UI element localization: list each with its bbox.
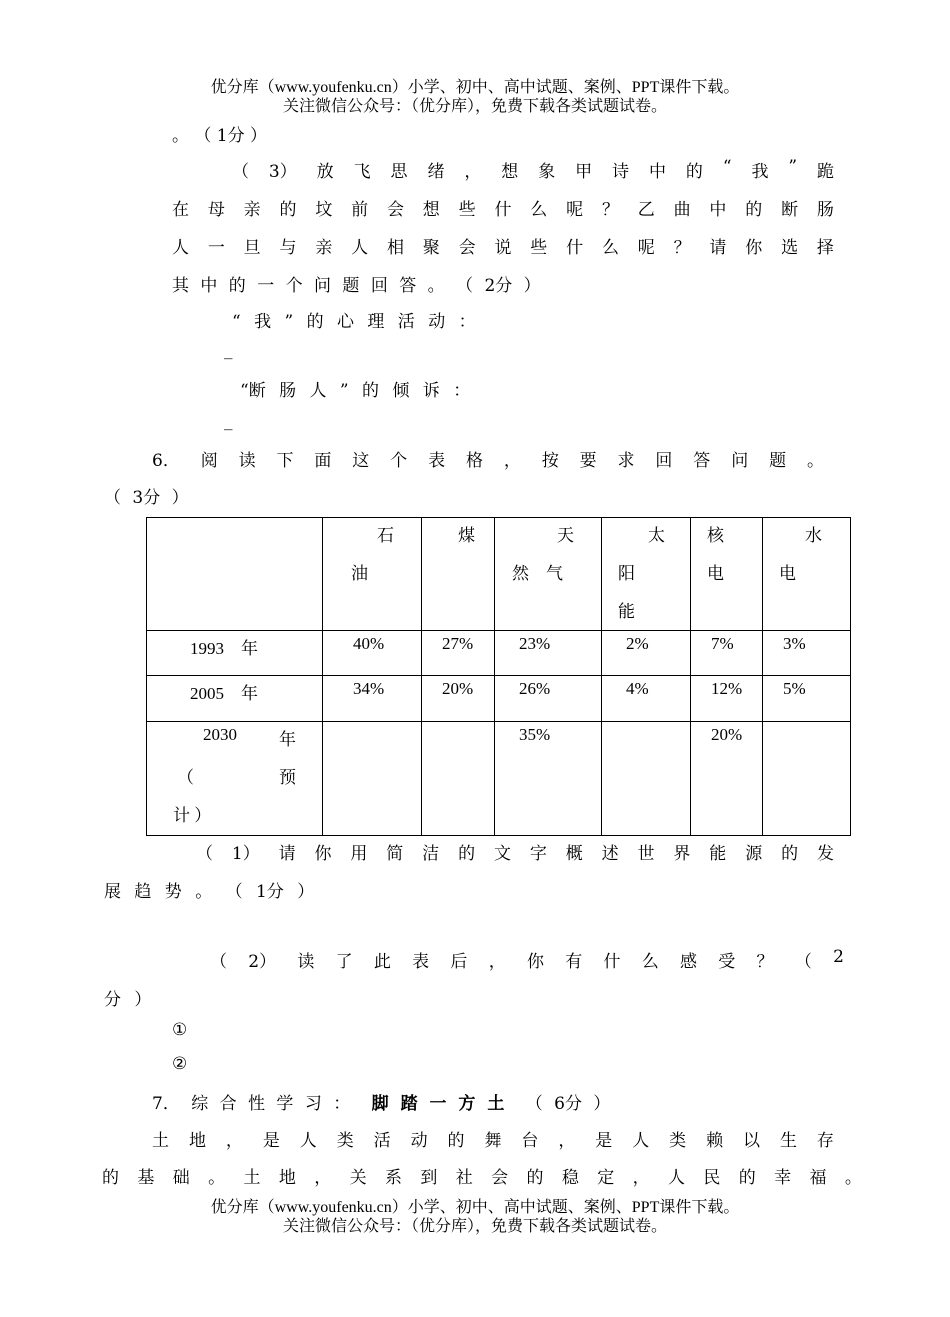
text-char: 的 bbox=[526, 1168, 544, 1188]
text-char: （ bbox=[196, 844, 213, 864]
answer-blank-1[interactable]: _ bbox=[224, 340, 233, 360]
text-char: 择 bbox=[816, 238, 834, 258]
text-char: 稳 bbox=[561, 1168, 579, 1188]
q7-title: 脚 踏 一 方 土 bbox=[371, 1094, 505, 1114]
footer-line-1: 优分库（www.youfenku.cn）小学、初中、高中试题、案例、PPT课件下载。 bbox=[210, 1199, 740, 1216]
text-char: 的 bbox=[279, 200, 297, 220]
text-char: 的 bbox=[738, 1168, 756, 1188]
text-char: 到 bbox=[420, 1168, 438, 1188]
text-char: 读 bbox=[297, 952, 315, 972]
text-char: 界 bbox=[673, 844, 691, 864]
q6-sub1-tail: 展 趋 势 。 （ 1分 ） bbox=[104, 882, 315, 902]
text-char: 亲 bbox=[243, 200, 261, 220]
text-char: 按 bbox=[541, 451, 559, 471]
text-char: 福 bbox=[809, 1168, 827, 1188]
value-cell: 40% bbox=[353, 634, 385, 653]
text-char: 坟 bbox=[315, 200, 333, 220]
value-cell: 12% bbox=[711, 679, 743, 698]
q7-line1 bbox=[152, 1126, 834, 1151]
text-char: 答 bbox=[693, 451, 711, 471]
q6-sub2-line1 bbox=[210, 947, 844, 972]
table-row bbox=[147, 676, 851, 722]
text-char: 人 bbox=[632, 1131, 650, 1151]
text-char: 个 bbox=[390, 451, 408, 471]
q6-score: （ 3分 ） bbox=[104, 488, 189, 508]
text-char: ， bbox=[225, 1131, 243, 1151]
text-char: 想 bbox=[422, 200, 440, 220]
answer-blank-2[interactable]: _ bbox=[224, 411, 233, 431]
text-char: 旦 bbox=[243, 238, 261, 258]
text-char: 甲 bbox=[575, 162, 593, 182]
text-char: 想 bbox=[501, 162, 519, 182]
value-cell: 23% bbox=[519, 634, 551, 653]
header-solar: 太 阳 能 bbox=[602, 518, 691, 631]
value-cell: 27% bbox=[442, 634, 474, 653]
table-corner-cell bbox=[147, 518, 323, 631]
text-char: 概 bbox=[565, 844, 583, 864]
text-char: 存 bbox=[816, 1131, 834, 1151]
text-char: 题 bbox=[769, 451, 787, 471]
answer-mark-1: ① bbox=[172, 1020, 188, 1040]
text-char: ， bbox=[314, 1168, 332, 1188]
text-char: 请 bbox=[278, 844, 296, 864]
text-char: 中 bbox=[648, 162, 666, 182]
text-char: 要 bbox=[579, 451, 597, 471]
footer-line-2: 关注微信公众号：（优分库），免费下载各类试题试卷。 bbox=[282, 1218, 667, 1235]
text-char: ， bbox=[464, 162, 482, 182]
text-char: ， bbox=[503, 451, 521, 471]
text-char: 绪 bbox=[427, 162, 445, 182]
text-char: 思 bbox=[390, 162, 408, 182]
text-char: 2） bbox=[248, 952, 277, 972]
q5-part3-line2 bbox=[172, 195, 834, 220]
text-char: 些 bbox=[530, 238, 548, 258]
text-char: 的 bbox=[685, 162, 703, 182]
text-char: 能 bbox=[709, 844, 727, 864]
text-char: 与 bbox=[279, 238, 297, 258]
value-cell: 4% bbox=[626, 679, 649, 698]
q5-part3-line1 bbox=[232, 157, 834, 182]
text-char: 人 bbox=[299, 1131, 317, 1151]
value-cell: 34% bbox=[353, 679, 385, 698]
text-char: 你 bbox=[745, 238, 763, 258]
text-char: “ bbox=[722, 157, 732, 177]
text-char: 在 bbox=[172, 200, 189, 220]
text-char: 请 bbox=[709, 238, 727, 258]
text-char: 后 bbox=[450, 952, 468, 972]
value-cell: 20% bbox=[711, 725, 743, 744]
text-char: 。 bbox=[806, 451, 824, 471]
text-char: 感 bbox=[680, 952, 698, 972]
text-char: 你 bbox=[526, 952, 544, 972]
q5-part3-line3 bbox=[172, 233, 834, 258]
text-char: 什 bbox=[566, 238, 584, 258]
text-char: 乙 bbox=[637, 200, 655, 220]
text-char: 述 bbox=[601, 844, 619, 864]
text-char: 文 bbox=[493, 844, 511, 864]
text-char: 问 bbox=[731, 451, 749, 471]
header-natural-gas: 天 然 气 bbox=[495, 518, 602, 631]
text-char: 的 bbox=[745, 200, 763, 220]
q6-sub2-tail: 分 ） bbox=[104, 990, 152, 1010]
text-char: 下 bbox=[276, 451, 294, 471]
text-char: 基 bbox=[137, 1168, 155, 1188]
text-char: 地 bbox=[188, 1131, 206, 1151]
text-char: 以 bbox=[743, 1131, 760, 1151]
table-row bbox=[147, 722, 851, 836]
text-char: ？ bbox=[673, 238, 691, 258]
text-char: （ bbox=[210, 952, 227, 972]
header-nuclear: 核 电 bbox=[691, 518, 763, 631]
text-char: 2 bbox=[833, 947, 844, 967]
text-char: 一 bbox=[207, 238, 225, 258]
text-char: 表 bbox=[428, 451, 446, 471]
text-char: 曲 bbox=[673, 200, 691, 220]
text-char: 础 bbox=[172, 1168, 190, 1188]
text-char: 些 bbox=[458, 200, 476, 220]
text-char: ， bbox=[558, 1131, 576, 1151]
text-char: 什 bbox=[494, 200, 512, 220]
text-char: 会 bbox=[386, 200, 404, 220]
q7-line2 bbox=[102, 1163, 862, 1188]
text-char: 是 bbox=[262, 1131, 280, 1151]
text-char: 有 bbox=[565, 952, 583, 972]
text-char: ？ bbox=[756, 952, 774, 972]
text-char: 1） bbox=[231, 844, 260, 864]
value-cell: 3% bbox=[783, 634, 806, 653]
text-char: 这 bbox=[352, 451, 370, 471]
text-char: ？ bbox=[601, 200, 619, 220]
text-char: 肠 bbox=[816, 200, 834, 220]
q7-label bbox=[152, 1089, 610, 1114]
value-cell: 20% bbox=[442, 679, 474, 698]
text-char: 舞 bbox=[484, 1131, 502, 1151]
q7-number-label: 7． 综 合 性 学 习 ： bbox=[152, 1094, 351, 1114]
value-cell: 2% bbox=[626, 634, 649, 653]
text-char: 字 bbox=[529, 844, 547, 864]
text-char: 会 bbox=[458, 238, 476, 258]
text-char: 关 bbox=[349, 1168, 367, 1188]
text-char: 是 bbox=[595, 1131, 613, 1151]
text-char: 的 bbox=[447, 1131, 465, 1151]
text-char: 发 bbox=[816, 844, 834, 864]
text-char: 类 bbox=[669, 1131, 687, 1151]
value-cell: 35% bbox=[519, 725, 551, 744]
text-char: ， bbox=[632, 1168, 650, 1188]
text-char: 的 bbox=[781, 844, 799, 864]
text-char: 此 bbox=[373, 952, 391, 972]
text-char: 跪 bbox=[816, 162, 834, 182]
text-char: 亲 bbox=[315, 238, 333, 258]
text-char: 3） bbox=[268, 162, 297, 182]
text-char: 世 bbox=[637, 844, 655, 864]
duanchang-label: “断 肠 人 ” 的 倾 诉 ： bbox=[240, 381, 471, 401]
q6-sub1-line1 bbox=[196, 839, 834, 864]
header-line-1: 优分库（www.youfenku.cn）小学、初中、高中试题、案例、PPT课件下载。 bbox=[210, 79, 740, 96]
text-char: 土 bbox=[152, 1131, 169, 1151]
text-char: 格 bbox=[465, 451, 483, 471]
text-char: 地 bbox=[278, 1168, 296, 1188]
text-char: 么 bbox=[530, 200, 548, 220]
text-char: 人 bbox=[351, 238, 369, 258]
text-char: 相 bbox=[386, 238, 404, 258]
year-cell: 2005 年 bbox=[190, 684, 258, 703]
year-cell: 1993 年 bbox=[190, 639, 258, 658]
text-char: 呢 bbox=[637, 238, 655, 258]
text-char: 断 bbox=[781, 200, 799, 220]
value-cell: 26% bbox=[519, 679, 551, 698]
header-hydro: 水 电 bbox=[763, 518, 851, 631]
wo-label: “ 我 ” 的 心 理 活 动 ： bbox=[232, 312, 476, 332]
text-char: 阅 bbox=[200, 451, 218, 471]
text-char: 。 bbox=[844, 1168, 862, 1188]
text-char: 源 bbox=[745, 844, 763, 864]
text-char: 前 bbox=[351, 200, 369, 220]
text-char: 读 bbox=[238, 451, 256, 471]
text-char: 母 bbox=[207, 200, 225, 220]
value-cell: 5% bbox=[783, 679, 806, 698]
text-char: 面 bbox=[314, 451, 332, 471]
text-char: 了 bbox=[335, 952, 353, 972]
text-char: 会 bbox=[491, 1168, 509, 1188]
table-row bbox=[147, 631, 851, 676]
header-oil: 石 油 bbox=[323, 518, 422, 631]
text-char: 土 bbox=[243, 1168, 261, 1188]
text-char: 么 bbox=[641, 952, 659, 972]
q5-score-tail: 。 （ 1分 ） bbox=[172, 126, 268, 146]
text-char: 6． bbox=[152, 451, 180, 471]
text-char: 类 bbox=[336, 1131, 354, 1151]
table-header-row bbox=[147, 518, 851, 631]
text-char: 人 bbox=[172, 238, 189, 258]
header-coal: 煤 bbox=[422, 518, 495, 631]
q7-score: （ 6分 ） bbox=[525, 1094, 611, 1114]
text-char: 简 bbox=[386, 844, 404, 864]
text-char: （ bbox=[232, 162, 249, 182]
text-char: 系 bbox=[385, 1168, 402, 1188]
text-char: 求 bbox=[617, 451, 635, 471]
text-char: ， bbox=[488, 952, 506, 972]
text-char: 民 bbox=[703, 1168, 721, 1188]
answer-mark-2: ② bbox=[172, 1054, 188, 1074]
text-char: ” bbox=[788, 157, 798, 177]
text-char: 幸 bbox=[774, 1168, 792, 1188]
year-cell: 2030 年 （ 预 计 ） bbox=[147, 722, 323, 836]
energy-table bbox=[146, 517, 851, 836]
text-char: 呢 bbox=[566, 200, 584, 220]
text-char: 我 bbox=[751, 162, 769, 182]
header-line-2: 关注微信公众号：（优分库），免费下载各类试题试卷。 bbox=[282, 98, 667, 115]
text-char: 表 bbox=[412, 952, 430, 972]
text-char: 说 bbox=[494, 238, 512, 258]
text-char: 么 bbox=[601, 238, 619, 258]
text-char: 赖 bbox=[706, 1131, 724, 1151]
text-char: 台 bbox=[521, 1131, 539, 1151]
text-char: 。 bbox=[208, 1168, 226, 1188]
text-char: 飞 bbox=[353, 162, 371, 182]
text-char: 回 bbox=[655, 451, 673, 471]
text-char: 的 bbox=[102, 1168, 119, 1188]
text-char: 象 bbox=[538, 162, 556, 182]
text-char: 放 bbox=[316, 162, 334, 182]
text-char: 用 bbox=[350, 844, 368, 864]
text-char: 受 bbox=[718, 952, 736, 972]
text-char: 你 bbox=[314, 844, 332, 864]
text-char: 的 bbox=[458, 844, 476, 864]
text-char: 人 bbox=[668, 1168, 685, 1188]
value-cell: 7% bbox=[711, 634, 734, 653]
text-char: 社 bbox=[455, 1168, 473, 1188]
text-char: 诗 bbox=[612, 162, 630, 182]
text-char: （ bbox=[794, 952, 812, 972]
text-char: 洁 bbox=[422, 844, 440, 864]
q6-title bbox=[152, 446, 824, 471]
text-char: 选 bbox=[781, 238, 799, 258]
text-char: 活 bbox=[373, 1131, 391, 1151]
text-char: 中 bbox=[709, 200, 727, 220]
text-char: 什 bbox=[603, 952, 621, 972]
text-char: 定 bbox=[597, 1168, 615, 1188]
text-char: 动 bbox=[410, 1131, 428, 1151]
q5-part3-line4: 其 中 的 一 个 问 题 回 答 。 （ 2分 ） bbox=[172, 276, 541, 296]
text-char: 生 bbox=[779, 1131, 797, 1151]
text-char: 聚 bbox=[422, 238, 440, 258]
